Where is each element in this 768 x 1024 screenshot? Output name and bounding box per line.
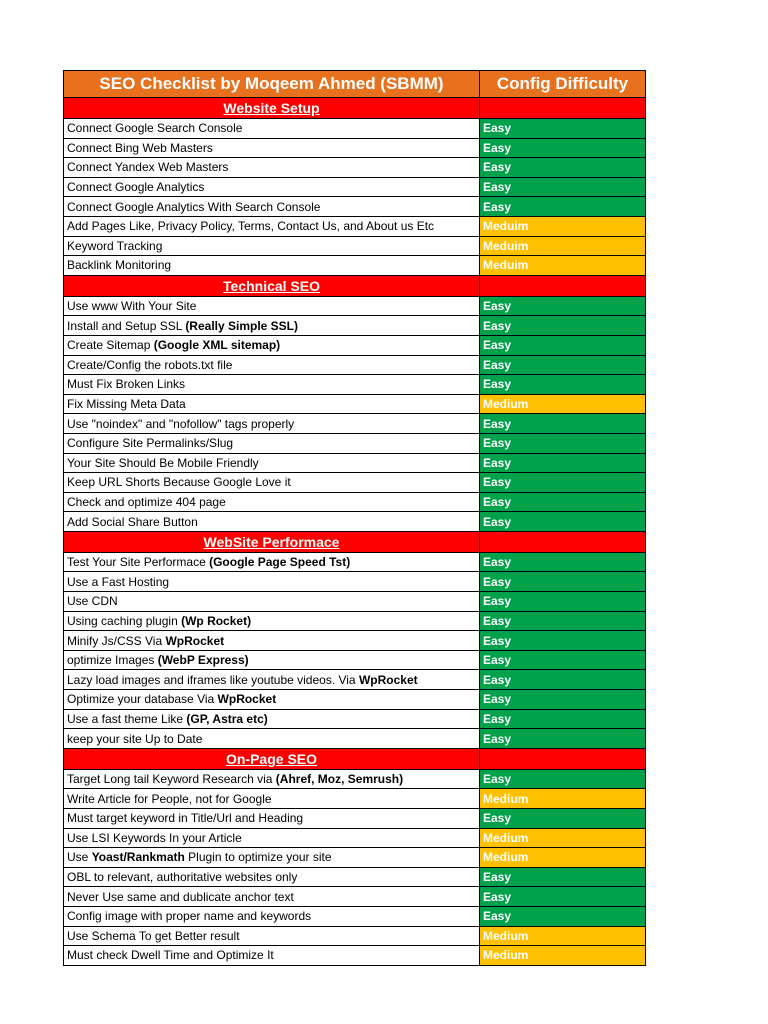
checklist-task bbox=[64, 592, 480, 612]
seo-checklist-table bbox=[63, 70, 646, 966]
checklist-task bbox=[64, 296, 480, 316]
checklist-task bbox=[64, 492, 480, 512]
difficulty-cell: Easy bbox=[480, 670, 646, 690]
checklist-row bbox=[64, 197, 646, 217]
checklist-task bbox=[64, 216, 480, 236]
task-text: Use www With Your Site bbox=[67, 299, 197, 314]
checklist-row bbox=[64, 512, 646, 532]
difficulty-cell: Easy bbox=[480, 690, 646, 710]
checklist-task bbox=[64, 473, 480, 493]
task-text-bold: (Wp Rocket) bbox=[181, 613, 252, 628]
checklist-row bbox=[64, 296, 646, 316]
difficulty-cell: Medium bbox=[480, 828, 646, 848]
checklist-row bbox=[64, 119, 646, 139]
task-text: OBL to relevant, authoritative websites only bbox=[67, 870, 298, 885]
section-header-row bbox=[64, 98, 646, 119]
checklist-task bbox=[64, 887, 480, 907]
task-text: Backlink Monitoring bbox=[67, 258, 172, 273]
checklist-task bbox=[64, 335, 480, 355]
difficulty-cell: Meduim bbox=[480, 256, 646, 276]
task-text: Keyword Tracking bbox=[67, 238, 163, 253]
checklist-task bbox=[64, 946, 480, 966]
task-text: Create Sitemap bbox=[67, 338, 154, 353]
checklist-row bbox=[64, 926, 646, 946]
checklist-row bbox=[64, 473, 646, 493]
checklist-row bbox=[64, 158, 646, 178]
checklist-row bbox=[64, 709, 646, 729]
checklist-task bbox=[64, 611, 480, 631]
difficulty-cell: Easy bbox=[480, 335, 646, 355]
checklist-row bbox=[64, 592, 646, 612]
task-text: Lazy load images and iframes like youtube videos. Via bbox=[67, 672, 359, 687]
task-text-bold: (Really Simple SSL) bbox=[185, 318, 299, 333]
checklist-task bbox=[64, 119, 480, 139]
checklist-row bbox=[64, 670, 646, 690]
difficulty-cell: Medium bbox=[480, 789, 646, 809]
difficulty-cell: Easy bbox=[480, 492, 646, 512]
checklist-row bbox=[64, 906, 646, 926]
checklist-task bbox=[64, 670, 480, 690]
task-text: Use Schema To get Better result bbox=[67, 928, 240, 943]
checklist-row bbox=[64, 848, 646, 868]
section-header-row bbox=[64, 748, 646, 769]
checklist-row bbox=[64, 769, 646, 789]
difficulty-cell: Easy bbox=[480, 433, 646, 453]
checklist-row bbox=[64, 355, 646, 375]
difficulty-cell: Easy bbox=[480, 631, 646, 651]
task-text: Use CDN bbox=[67, 594, 118, 609]
task-text: Connect Google Analytics With Search Console bbox=[67, 199, 321, 214]
checklist-task bbox=[64, 512, 480, 532]
difficulty-cell: Easy bbox=[480, 572, 646, 592]
task-text: Test Your Site Performace bbox=[67, 555, 210, 570]
sheet-title: SEO Checklist by Moqeem Ahmed (SBMM) bbox=[64, 71, 480, 98]
task-text-bold: (Google XML sitemap) bbox=[153, 338, 281, 353]
difficulty-cell: Medium bbox=[480, 926, 646, 946]
difficulty-cell: Medium bbox=[480, 848, 646, 868]
checklist-task bbox=[64, 789, 480, 809]
checklist-task bbox=[64, 256, 480, 276]
difficulty-cell: Easy bbox=[480, 887, 646, 907]
difficulty-column-header: Config Difficulty bbox=[480, 71, 646, 98]
checklist-task bbox=[64, 729, 480, 749]
task-text: Optimize your database Via bbox=[67, 692, 218, 707]
checklist-task bbox=[64, 906, 480, 926]
checklist-row bbox=[64, 216, 646, 236]
checklist-row bbox=[64, 433, 646, 453]
task-text: Add Pages Like, Privacy Policy, Terms, Contact Us, and About us Etc bbox=[67, 219, 435, 234]
difficulty-cell: Easy bbox=[480, 355, 646, 375]
checklist-task bbox=[64, 355, 480, 375]
checklist-task bbox=[64, 375, 480, 395]
difficulty-cell: Easy bbox=[480, 512, 646, 532]
checklist-row bbox=[64, 414, 646, 434]
task-text: Add Social Share Button bbox=[67, 514, 198, 529]
task-text-bold: (GP, Astra etc) bbox=[186, 711, 268, 726]
checklist-task bbox=[64, 453, 480, 473]
difficulty-cell: Easy bbox=[480, 592, 646, 612]
task-text-bold: (Ahref, Moz, Semrush) bbox=[275, 772, 404, 787]
checklist-task bbox=[64, 316, 480, 336]
section-difficulty-cell bbox=[480, 98, 646, 119]
checklist-task bbox=[64, 926, 480, 946]
task-text: Use "noindex" and "nofollow" tags properly bbox=[67, 416, 295, 431]
checklist-row bbox=[64, 887, 646, 907]
task-text: Your Site Should Be Mobile Friendly bbox=[67, 455, 259, 470]
task-text-bold: WpRocket bbox=[358, 672, 418, 687]
task-text: Use a fast theme Like bbox=[67, 711, 187, 726]
difficulty-cell: Easy bbox=[480, 906, 646, 926]
difficulty-cell: Easy bbox=[480, 119, 646, 139]
difficulty-cell: Meduim bbox=[480, 236, 646, 256]
task-text: Use a Fast Hosting bbox=[67, 574, 170, 589]
checklist-row bbox=[64, 789, 646, 809]
checklist-row bbox=[64, 867, 646, 887]
task-text: Must Fix Broken Links bbox=[67, 377, 186, 392]
difficulty-cell: Easy bbox=[480, 296, 646, 316]
task-text: Connect Yandex Web Masters bbox=[67, 160, 229, 175]
checklist-row bbox=[64, 316, 646, 336]
difficulty-cell: Medium bbox=[480, 394, 646, 414]
section-header-row bbox=[64, 275, 646, 296]
checklist-task bbox=[64, 690, 480, 710]
task-text: optimize Images bbox=[67, 653, 158, 668]
checklist-row bbox=[64, 572, 646, 592]
task-text: Connect Google Search Console bbox=[67, 121, 243, 136]
checklist-row bbox=[64, 729, 646, 749]
difficulty-cell: Easy bbox=[480, 414, 646, 434]
difficulty-cell: Easy bbox=[480, 709, 646, 729]
checklist-task bbox=[64, 197, 480, 217]
checklist-row bbox=[64, 828, 646, 848]
section-title: WebSite Performace bbox=[64, 531, 480, 552]
checklist-row bbox=[64, 236, 646, 256]
task-text: Fix Missing Meta Data bbox=[67, 397, 186, 412]
difficulty-cell: Easy bbox=[480, 809, 646, 829]
difficulty-cell: Easy bbox=[480, 197, 646, 217]
checklist-row bbox=[64, 335, 646, 355]
checklist-row bbox=[64, 690, 646, 710]
difficulty-cell: Easy bbox=[480, 650, 646, 670]
difficulty-cell: Easy bbox=[480, 611, 646, 631]
task-text: Use bbox=[67, 850, 92, 865]
checklist-row bbox=[64, 177, 646, 197]
task-text-bold: WpRocket bbox=[165, 633, 225, 648]
difficulty-cell: Easy bbox=[480, 473, 646, 493]
task-text: Using caching plugin bbox=[67, 613, 182, 628]
task-text: Create/Config the robots.txt file bbox=[67, 357, 233, 372]
difficulty-cell: Easy bbox=[480, 729, 646, 749]
checklist-row bbox=[64, 492, 646, 512]
task-text-bold: (Google Page Speed Tst) bbox=[209, 555, 351, 570]
task-text: Target Long tail Keyword Research via bbox=[67, 772, 276, 787]
title-row bbox=[64, 71, 646, 98]
checklist-task bbox=[64, 828, 480, 848]
task-text: Minify Js/CSS Via bbox=[67, 633, 166, 648]
task-text: Plugin to optimize your site bbox=[184, 850, 332, 865]
difficulty-cell: Easy bbox=[480, 375, 646, 395]
checklist-task bbox=[64, 414, 480, 434]
checklist-task bbox=[64, 433, 480, 453]
checklist-row bbox=[64, 650, 646, 670]
checklist-task bbox=[64, 177, 480, 197]
task-text: Configure Site Permalinks/Slug bbox=[67, 436, 234, 451]
difficulty-cell: Easy bbox=[480, 138, 646, 158]
checklist-task bbox=[64, 394, 480, 414]
checklist-row bbox=[64, 631, 646, 651]
section-difficulty-cell bbox=[480, 748, 646, 769]
checklist-task bbox=[64, 572, 480, 592]
checklist-task bbox=[64, 158, 480, 178]
difficulty-cell: Easy bbox=[480, 158, 646, 178]
difficulty-cell: Easy bbox=[480, 316, 646, 336]
checklist-row bbox=[64, 946, 646, 966]
task-text: Use LSI Keywords In your Article bbox=[67, 830, 242, 845]
checklist-task bbox=[64, 650, 480, 670]
checklist-task bbox=[64, 848, 480, 868]
section-header-row bbox=[64, 531, 646, 552]
section-title: Technical SEO bbox=[64, 275, 480, 296]
checklist-row bbox=[64, 138, 646, 158]
task-text: Check and optimize 404 page bbox=[67, 494, 226, 509]
task-text: Connect Google Analytics bbox=[67, 180, 205, 195]
difficulty-cell: Easy bbox=[480, 177, 646, 197]
task-text: Config image with proper name and keywords bbox=[67, 909, 312, 924]
checklist-row bbox=[64, 552, 646, 572]
difficulty-cell: Easy bbox=[480, 769, 646, 789]
section-difficulty-cell bbox=[480, 531, 646, 552]
checklist-row bbox=[64, 256, 646, 276]
checklist-task bbox=[64, 769, 480, 789]
difficulty-cell: Medium bbox=[480, 946, 646, 966]
checklist-task bbox=[64, 138, 480, 158]
checklist-row bbox=[64, 394, 646, 414]
task-text-bold: (WebP Express) bbox=[157, 653, 249, 668]
checklist-row bbox=[64, 375, 646, 395]
task-text: keep your site Up to Date bbox=[67, 731, 203, 746]
task-text: Must check Dwell Time and Optimize It bbox=[67, 948, 274, 963]
difficulty-cell: Easy bbox=[480, 867, 646, 887]
checklist-task bbox=[64, 552, 480, 572]
checklist-row bbox=[64, 809, 646, 829]
difficulty-cell: Meduim bbox=[480, 216, 646, 236]
section-title: On-Page SEO bbox=[64, 748, 480, 769]
checklist-row bbox=[64, 611, 646, 631]
section-title: Website Setup bbox=[64, 98, 480, 119]
checklist-task bbox=[64, 809, 480, 829]
task-text: Install and Setup SSL bbox=[67, 318, 186, 333]
checklist-task bbox=[64, 867, 480, 887]
difficulty-cell: Easy bbox=[480, 453, 646, 473]
checklist-task bbox=[64, 709, 480, 729]
task-text: Must target keyword in Title/Url and Heading bbox=[67, 811, 304, 826]
task-text-bold: WpRocket bbox=[217, 692, 277, 707]
task-text-bold: Yoast/Rankmath bbox=[91, 850, 185, 865]
checklist-task bbox=[64, 631, 480, 651]
checklist-task bbox=[64, 236, 480, 256]
section-difficulty-cell bbox=[480, 275, 646, 296]
difficulty-cell: Easy bbox=[480, 552, 646, 572]
checklist-row bbox=[64, 453, 646, 473]
task-text: Write Article for People, not for Google bbox=[67, 791, 272, 806]
task-text: Keep URL Shorts Because Google Love it bbox=[67, 475, 291, 490]
task-text: Connect Bing Web Masters bbox=[67, 140, 213, 155]
task-text: Never Use same and dublicate anchor text bbox=[67, 889, 294, 904]
